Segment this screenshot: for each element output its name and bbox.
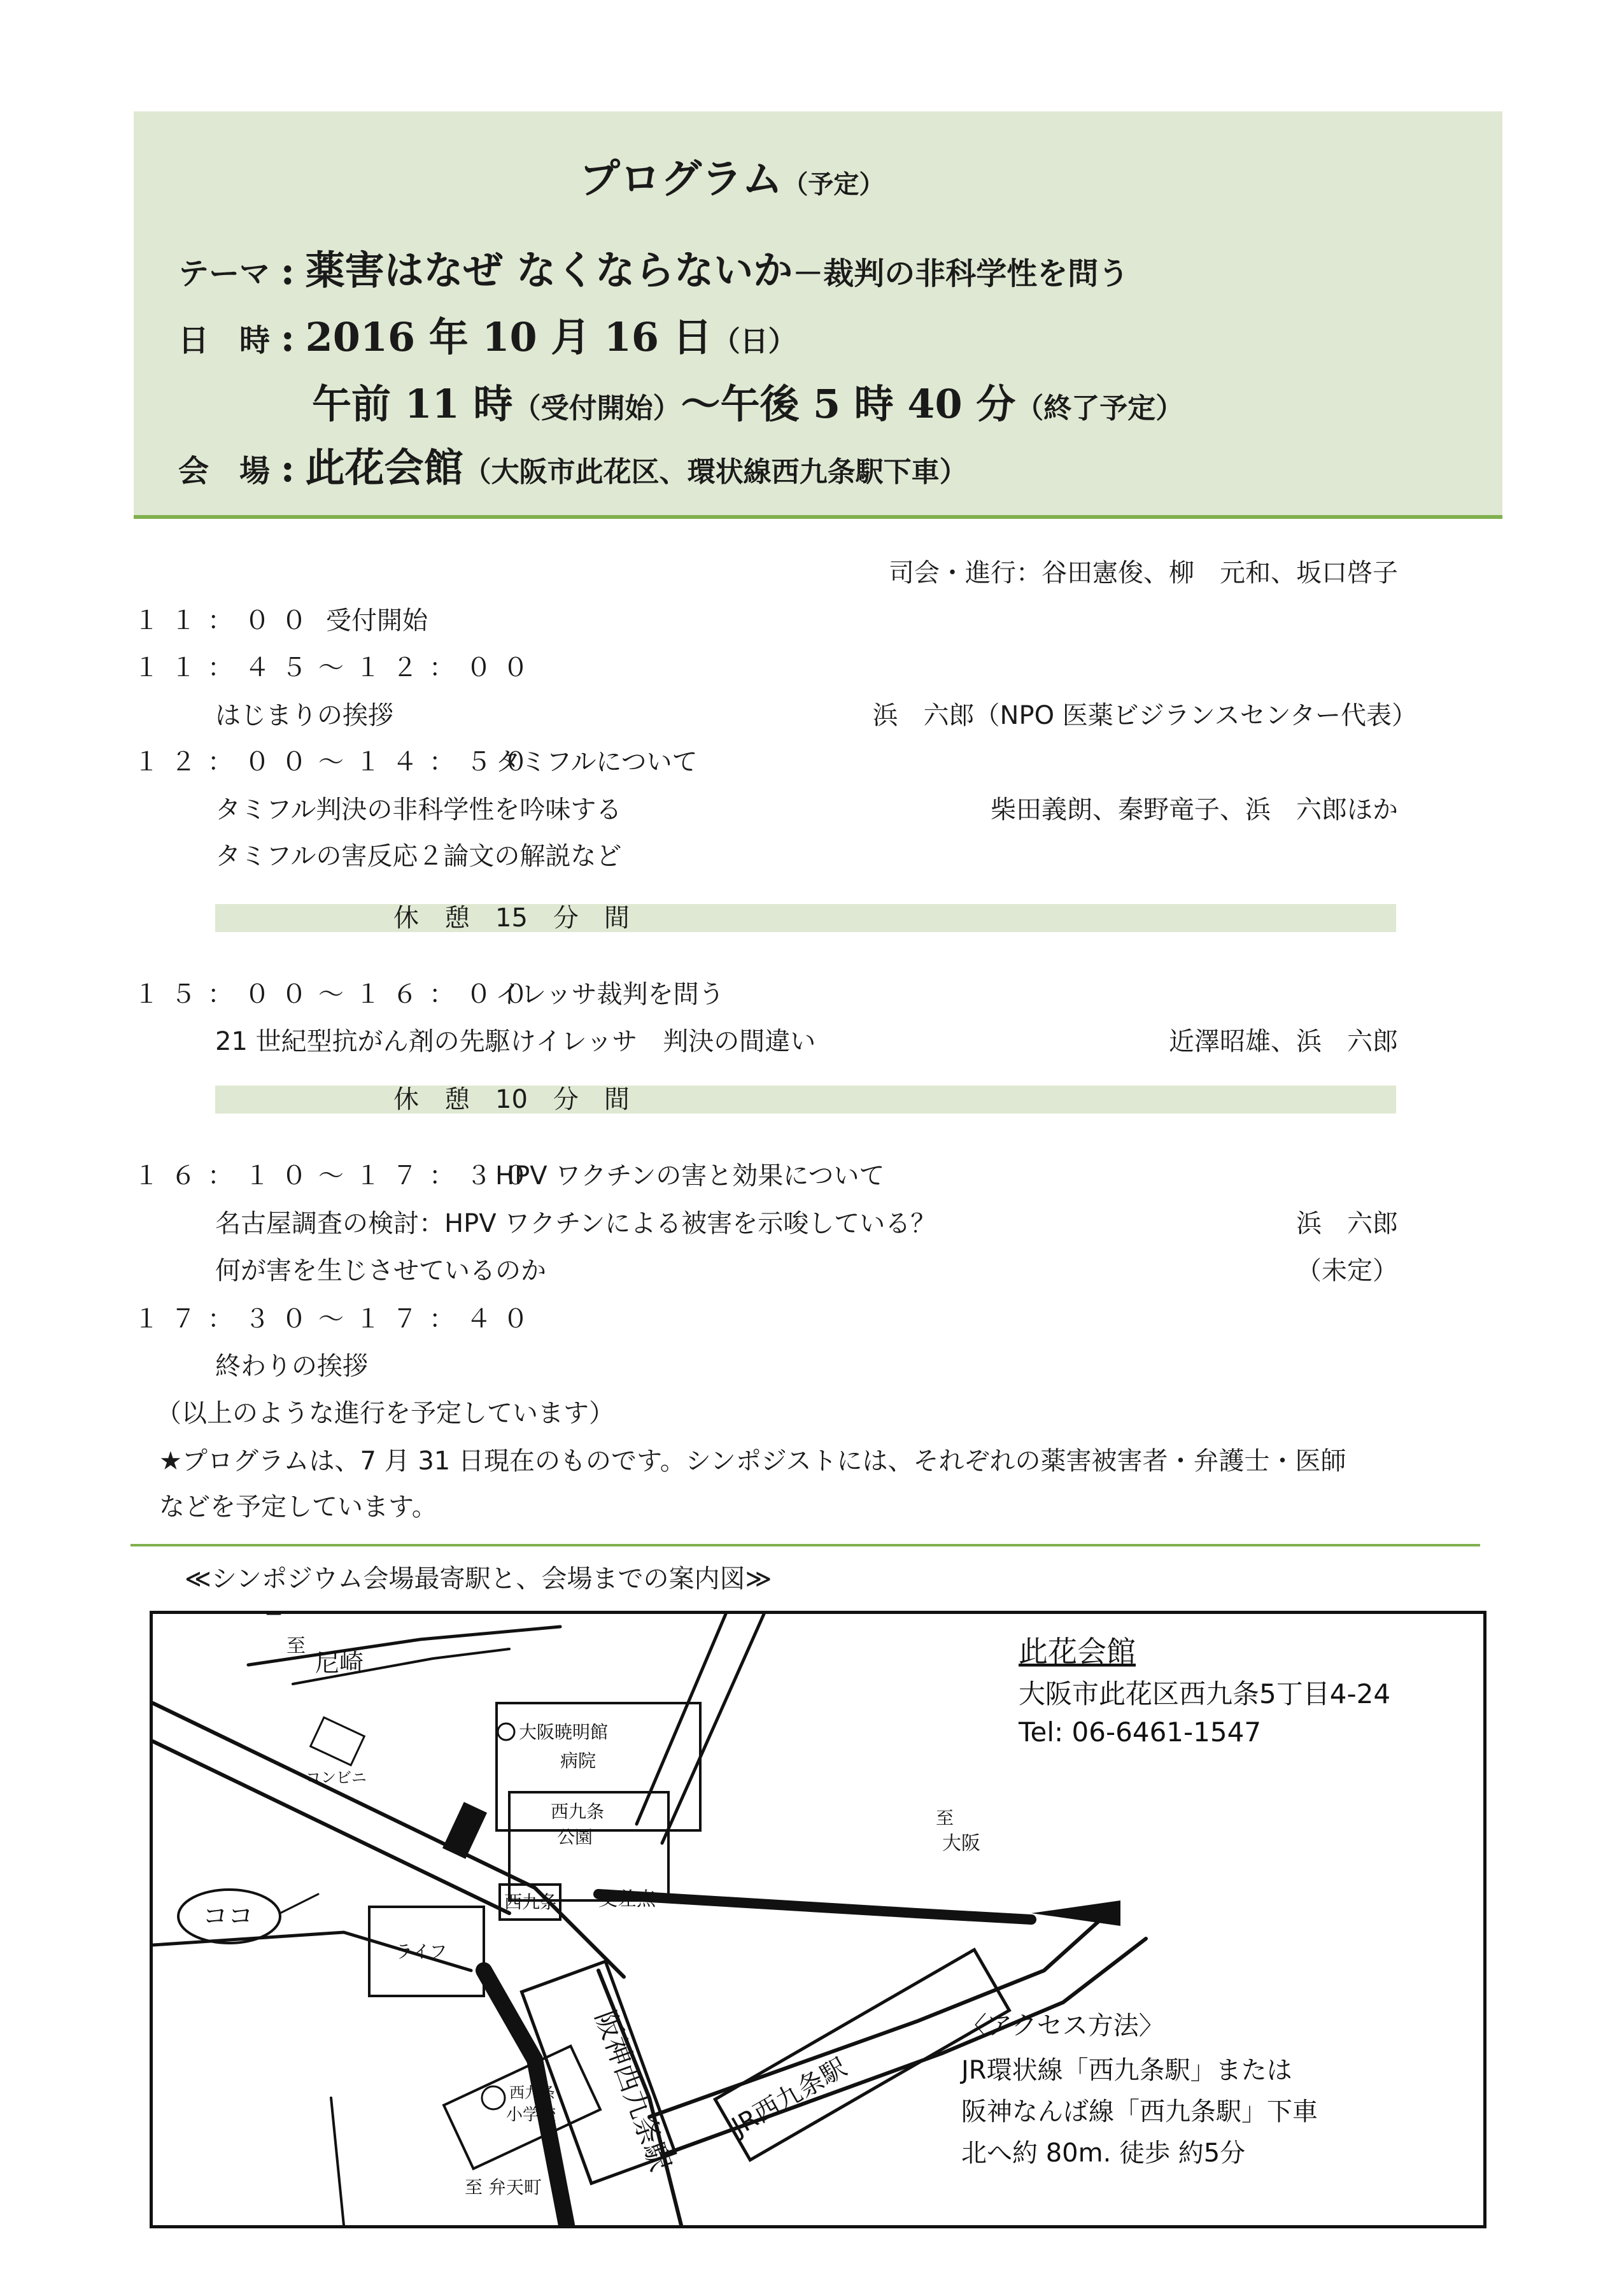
map-drawing (153, 1614, 1483, 2225)
map-label: 大阪暁明館 (519, 1722, 609, 1743)
schedule-time: １５：００～１６：００ (134, 980, 540, 1009)
schedule-time: １１：４５～１２：００ (134, 653, 540, 683)
map-label: ライフ (395, 1941, 448, 1962)
map-venue-address: 大阪市此花区西九条5丁目4-24 (1019, 1678, 1391, 1709)
break-band: 休 憩 15 分 間 (215, 904, 1396, 932)
schedule-speaker: 浜 六郎（NPO 医薬ビジランスセンター代表） (872, 701, 1417, 730)
map-access-line: 北へ約 80m. 徒歩 約5分 (961, 2139, 1246, 2168)
schedule-item: 何が害を生じさせているのか (215, 1256, 546, 1285)
map-caption: ≪シンポジウム会場最寄駅と、会場までの案内図≫ (185, 1564, 772, 1594)
map-access-line: 阪神なんば線「西九条駅」下車 (961, 2097, 1318, 2126)
map-access-line: JR環状線「西九条駅」または (961, 2056, 1292, 2085)
map-label: 西九条 (551, 1801, 605, 1822)
schedule-speaker: 近澤昭雄、浜 六郎 (1169, 1027, 1398, 1056)
schedule-item: タミフル判決の非科学性を吟味する (215, 795, 622, 824)
schedule-item: タミフルの害反応２論文の解説など (215, 842, 622, 871)
map-label: JR西九条駅 (727, 2053, 852, 2142)
schedule-item: はじまりの挨拶 (215, 701, 393, 730)
program-title: プログラム（予定） (579, 155, 885, 203)
break-band: 休 憩 10 分 間 (215, 1086, 1396, 1114)
time-row: 午前 11 時（受付開始）～午後 5 時 40 分（終了予定） (312, 381, 1184, 427)
moderators: 司会・進行：谷田憲俊、柳 元和、坂口啓子 (889, 558, 1398, 588)
schedule-speaker: 浜 六郎 (1296, 1209, 1398, 1238)
schedule-item: 名古屋調査の検討：HPV ワクチンによる被害を示唆している？ (215, 1209, 936, 1238)
map-label: 至 (286, 1635, 306, 1657)
map-access-title: 〈アクセス方法〉 (961, 2011, 1164, 2041)
date-row: 日 時 : 2016 年 10 月 16 日（日） (178, 314, 796, 360)
schedule-time: １７：３０～１７：４０ (134, 1305, 540, 1334)
map-label: 至 (936, 1808, 954, 1829)
map-venue-name: 此花会館 (1019, 1634, 1136, 1669)
note-line: ★プログラムは、7 月 31 日現在のものです。シンポジストには、それぞれの薬害被害者・弁護士・医師 (159, 1447, 1346, 1476)
map-venue-tel: Tel: 06-6461-1547 (1019, 1716, 1262, 1748)
map-label: 阪神西九条駅 (588, 2006, 677, 2175)
theme-row: テーマ : 薬害はなぜ なくならないか－裁判の非科学性を問う (178, 247, 1129, 294)
map-label: 公園 (557, 1827, 593, 1848)
schedule-title: イレッサ裁判を問う (495, 980, 724, 1009)
section-divider (131, 1544, 1480, 1546)
date-text: 2016 年 10 月 16 日 (305, 314, 712, 360)
venue-name: 此花会館 (305, 444, 463, 491)
map-label: コンビニ (306, 1769, 367, 1786)
theme-sub: －裁判の非科学性を問う (793, 256, 1129, 292)
schedule-title: タミフルについて (495, 747, 698, 777)
schedule-time: １６：１０～１７：３０ (134, 1161, 540, 1191)
schedule-speaker: （未定） (1296, 1256, 1398, 1285)
map-label: 交差点 (598, 1888, 656, 1911)
schedule-time: １１：００ (134, 606, 318, 635)
map-label: 病院 (560, 1750, 597, 1771)
schedule-speaker: 柴田義朗、秦野竜子、浜 六郎ほか (991, 795, 1398, 824)
schedule-title: HPV ワクチンの害と効果について (495, 1161, 885, 1191)
note-line: （以上のような進行を予定しています） (156, 1399, 614, 1428)
access-map (150, 1611, 1486, 2228)
map-label: 大阪 (942, 1832, 980, 1855)
schedule-item: 終わりの挨拶 (215, 1352, 368, 1381)
map-label: 小学校 (506, 2105, 556, 2125)
map-label: 至 弁天町 (465, 2177, 542, 2198)
map-label: 西九条 (509, 2084, 555, 2102)
note-line: などを予定しています。 (159, 1492, 437, 1522)
venue-row: 会 場 : 此花会館（大阪市此花区、環状線西九条駅下車） (178, 444, 968, 491)
schedule-time: １２：００～１４：５０ (134, 747, 540, 777)
map-label: ココ (202, 1902, 253, 1931)
schedule-title: 受付開始 (326, 606, 428, 635)
map-label: 西九条 (504, 1892, 558, 1913)
map-label: 尼崎 (315, 1649, 364, 1677)
schedule-item: 21 世紀型抗がん剤の先駆けイレッサ 判決の間違い (215, 1027, 816, 1056)
theme-main: 薬害はなぜ なくならないか (305, 247, 793, 294)
